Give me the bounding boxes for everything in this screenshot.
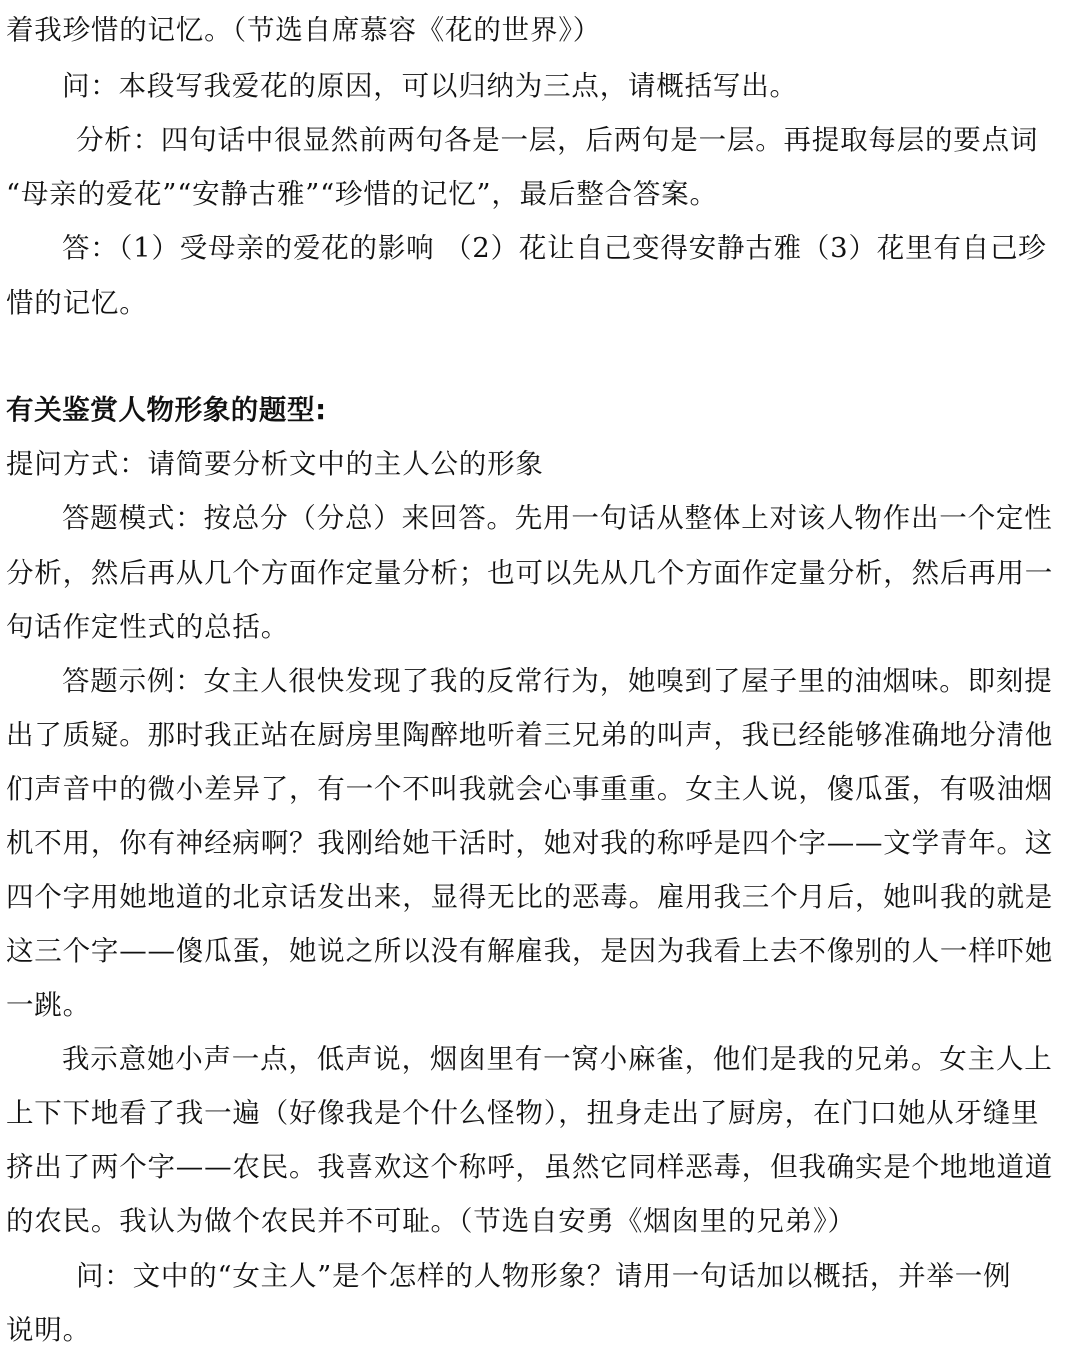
passage-line: 挤出了两个字——农民。我喜欢这个称呼，虽然它同样恶毒，但我确实是个地地道道 xyxy=(6,1151,1054,1183)
passage-line: 我示意她小声一点，低声说，烟囱里有一窝小麻雀，他们是我的兄弟。女主人上 xyxy=(62,1043,1053,1075)
example-line: 一跳。 xyxy=(6,989,91,1021)
answer-mode-line: 答题模式：按总分（分总）来回答。先用一句话从整体上对该人物作出一个定性 xyxy=(62,502,1053,534)
question-style-line: 提问方式：请简要分析文中的主人公的形象 xyxy=(6,448,544,480)
question-line: 说明。 xyxy=(6,1314,91,1346)
answer-mode-line: 分析，然后再从几个方面作定量分析；也可以先从几个方面作定量分析，然后再用一 xyxy=(6,557,1054,589)
example-line: 出了质疑。那时我正站在厨房里陶醉地听着三兄弟的叫声，我已经能够准确地分清他 xyxy=(6,719,1054,751)
passage-line: 的农民。我认为做个农民并不可耻。（节选自安勇《烟囱里的兄弟》） xyxy=(6,1205,856,1237)
example-line: 机不用，你有神经病啊？我刚给她干活时，她对我的称呼是四个字——文学青年。这 xyxy=(6,827,1054,859)
example-line: 四个字用她地道的北京话发出来，显得无比的恶毒。雇用我三个月后，她叫我的就是 xyxy=(6,881,1054,913)
answer-mode-line: 句话作定性式的总括。 xyxy=(6,611,289,643)
example-line: 答题示例：女主人很快发现了我的反常行为，她嗅到了屋子里的油烟味。即刻提 xyxy=(62,665,1053,697)
question-line: 问：本段写我爱花的原因，可以归纳为三点，请概括写出。 xyxy=(62,70,798,102)
passage-line: 着我珍惜的记忆。（节选自席慕容《花的世界》） xyxy=(6,14,602,46)
answer-line: 答：（1）受母亲的爱花的影响 （2）花让自己变得安静古雅（3）花里有自己珍 xyxy=(62,232,1047,264)
section-heading: 有关鉴赏人物形象的题型: xyxy=(6,394,327,426)
answer-line: 惜的记忆。 xyxy=(6,287,148,319)
question-line: 问：文中的“女主人”是个怎样的人物形象？请用一句话加以概括，并举一例 xyxy=(76,1260,1012,1292)
example-line: 们声音中的微小差异了，有一个不叫我就会心事重重。女主人说，傻瓜蛋，有吸油烟 xyxy=(6,773,1054,805)
analysis-line: 分析：四句话中很显然前两句各是一层，后两句是一层。再提取每层的要点词 xyxy=(76,124,1039,156)
passage-line: 上下下地看了我一遍（好像我是个什么怪物），扭身走出了厨房，在门口她从牙缝里 xyxy=(6,1097,1040,1129)
example-line: 这三个字——傻瓜蛋，她说之所以没有解雇我，是因为我看上去不像别的人一样吓她 xyxy=(6,935,1054,967)
analysis-line: “母亲的爱花”“安静古雅”“珍惜的记忆”，最后整合答案。 xyxy=(6,178,718,210)
